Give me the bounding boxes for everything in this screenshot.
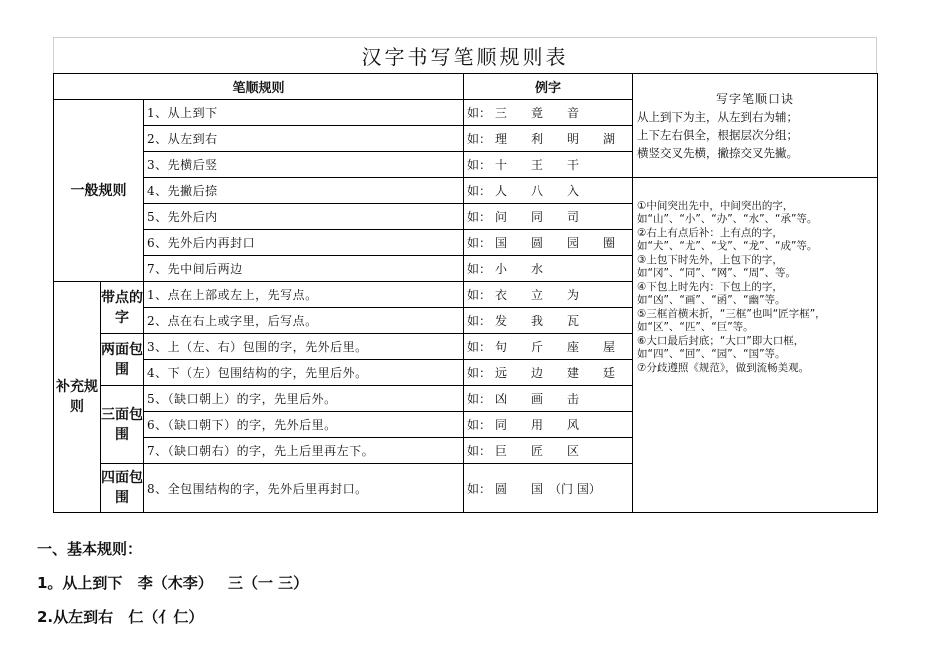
rule-text: 3、先横后竖 — [144, 152, 464, 178]
mnemonic-line: 横竖交叉先横，撇捺交叉先撇。 — [637, 145, 798, 160]
example-cell: 如： 发 我 瓦 — [464, 308, 633, 334]
header-examples: 例字 — [464, 74, 633, 100]
rule-example: 三（一 三） — [227, 574, 309, 592]
example-cell: 如： 句 斤 座 屋 — [464, 334, 633, 360]
example-cell: 如： 十 王 干 — [464, 152, 633, 178]
note-item: ⑥大口最后封底；“大口”即大口框，如“四”、“回”、“园”、“国”等。 — [637, 335, 805, 360]
example-cell: 如： 理 利 明 湖 — [464, 126, 633, 152]
rule-text: 2、从左到右 — [144, 126, 464, 152]
rule-text: 7、（缺口朝右）的字，先上后里再左下。 — [144, 438, 464, 464]
example-cell: 如： 远 边 建 廷 — [464, 360, 633, 386]
notes-cell — [633, 178, 878, 513]
example-cell: 如： 人 八 入 — [464, 178, 633, 204]
group-dotted-chars: 带点的字 — [101, 282, 144, 334]
rule-label: 1。从上到下 — [37, 574, 123, 592]
rule-text: 6、先外后内再封口 — [144, 230, 464, 256]
example-cell: 如： 三 竟 音 — [464, 100, 633, 126]
rule-text: 1、点在上部或左上，先写点。 — [144, 282, 464, 308]
rule-text: 4、先撇后捺 — [144, 178, 464, 204]
group-two-side-enclosure: 两面包围 — [101, 334, 144, 386]
example-cell: 如： 圆 国 （门 国） — [464, 464, 633, 513]
note-item: ⑤三框首横末折，“三框”也叫“匠字框”，如“区”、“匹”、“巨”等。 — [637, 308, 826, 333]
note-item: ⑦分歧遵照《规范》，做到流畅美观。 — [637, 362, 810, 374]
mnemonic-cell — [633, 74, 878, 178]
table-title: 汉字书写笔顺规则表 — [53, 37, 877, 73]
basic-rule-item — [37, 606, 213, 627]
rule-text: 3、上（左、右）包围的字，先外后里。 — [144, 334, 464, 360]
rule-text: 7、先中间后两边 — [144, 256, 464, 282]
rule-example: 仁（亻仁） — [128, 608, 204, 626]
note-item: ②右上有点后补：上有点的字，如“犬”、“尤”、“戈”、“龙”、“成”等。 — [637, 227, 818, 252]
example-cell: 如： 衣 立 为 — [464, 282, 633, 308]
header-rules: 笔顺规则 — [54, 74, 464, 100]
example-cell: 如： 小 水 — [464, 256, 633, 282]
rule-example: 李（木李） — [137, 574, 213, 592]
rule-text: 8、全包围结构的字，先外后里再封口。 — [144, 464, 464, 513]
rule-text: 2、点在右上或字里，后写点。 — [144, 308, 464, 334]
rule-text: 5、（缺口朝上）的字，先里后外。 — [144, 386, 464, 412]
general-rules-category: 一般规则 — [54, 100, 144, 282]
stroke-order-table — [53, 73, 878, 513]
group-three-side-enclosure: 三面包围 — [101, 386, 144, 464]
supplement-rules-category: 补充规则 — [54, 282, 101, 513]
mnemonic-line: 从上到下为主，从左到右为辅； — [637, 109, 798, 124]
section-heading: 一、基本规则： — [37, 540, 143, 558]
basic-rule-item — [37, 572, 318, 593]
group-four-side-enclosure: 四面包围 — [101, 464, 144, 513]
mnemonic-title: 写字笔顺口诀 — [715, 91, 794, 106]
rule-text: 5、先外后内 — [144, 204, 464, 230]
example-cell: 如： 国 圆 园 圈 — [464, 230, 633, 256]
example-cell: 如： 巨 匠 区 — [464, 438, 633, 464]
stroke-order-table-sheet — [53, 37, 877, 513]
rule-label: 2.从左到右 — [37, 608, 114, 626]
note-item: ③上包下时先外，上包下的字，如“冈”、“同”、“网”、“周”、等。 — [637, 254, 797, 279]
example-cell: 如： 问 同 司 — [464, 204, 633, 230]
rule-text: 4、下（左）包围结构的字，先里后外。 — [144, 360, 464, 386]
example-cell: 如： 同 用 风 — [464, 412, 633, 438]
mnemonic-line: 上下左右俱全，根据层次分组； — [637, 127, 798, 142]
note-item: ④下包上时先内：下包上的字，如“凶”、“画”、“函”、“幽”等。 — [637, 281, 786, 306]
rule-text: 1、从上到下 — [144, 100, 464, 126]
note-item: ①中间突出先中，中间突出的字，如“山”、“小”、“办”、“水”、“承”等。 — [637, 200, 818, 225]
example-cell: 如： 凶 画 击 — [464, 386, 633, 412]
rule-text: 6、（缺口朝下）的字，先外后里。 — [144, 412, 464, 438]
